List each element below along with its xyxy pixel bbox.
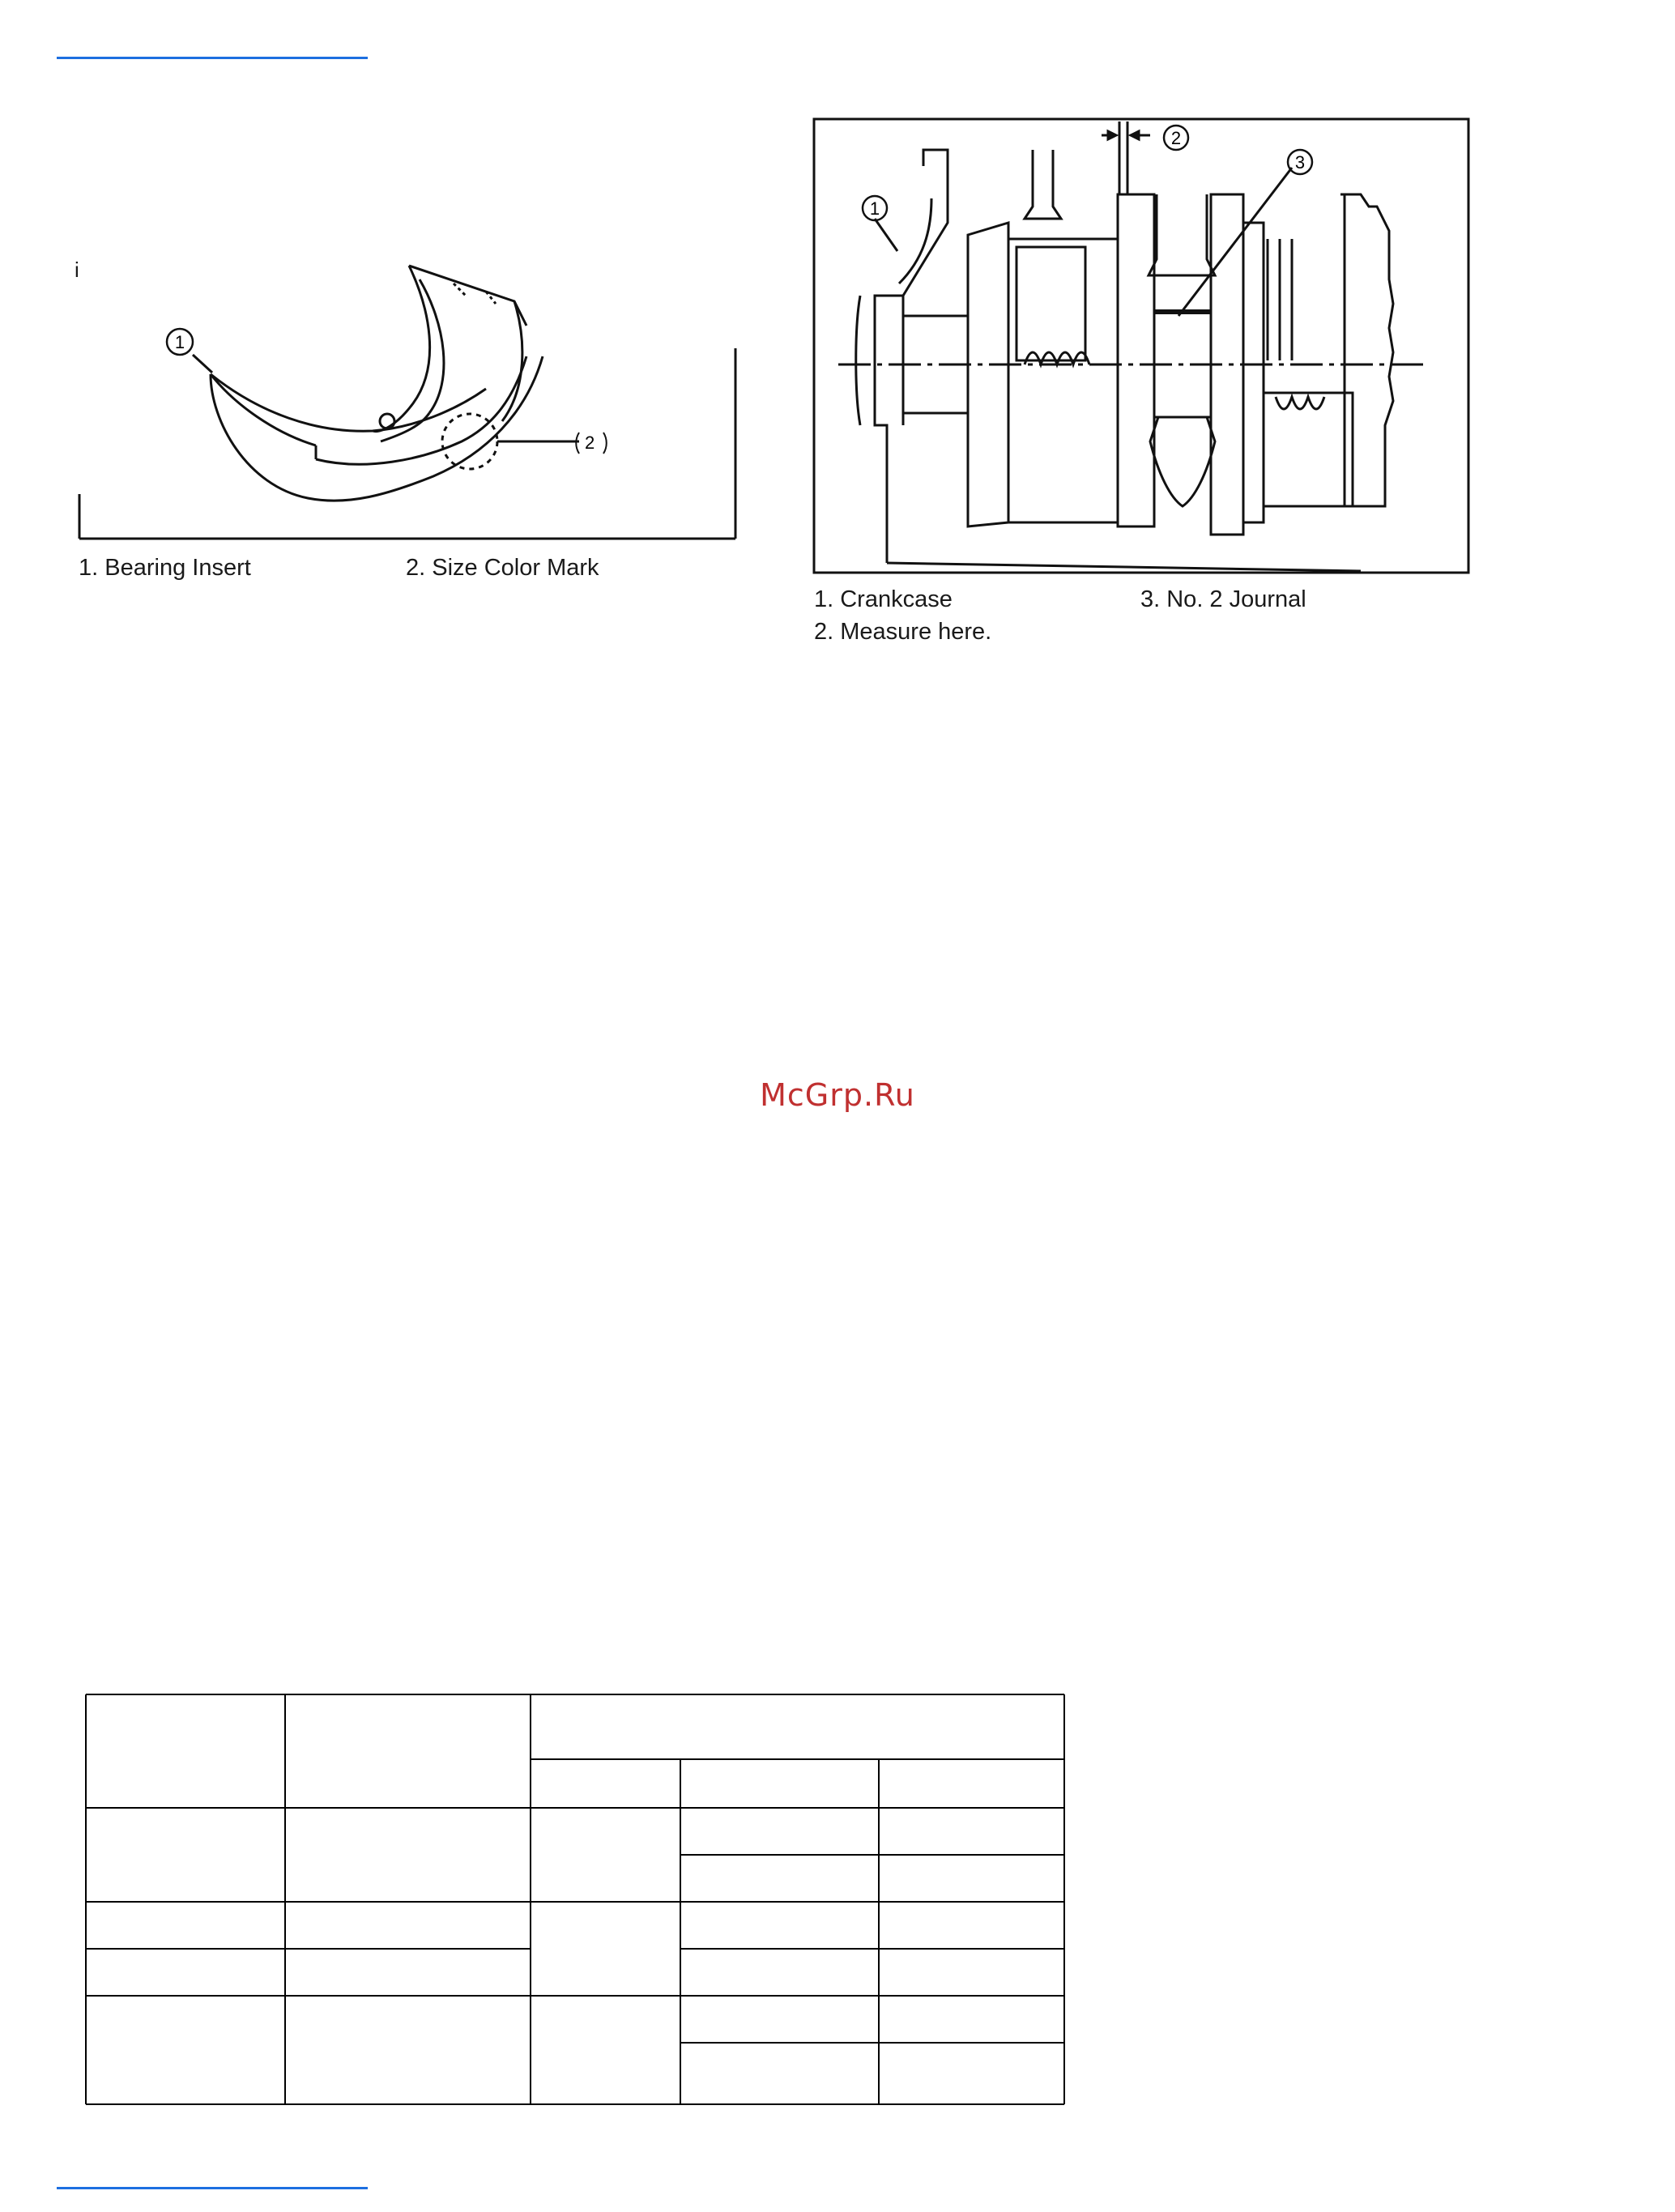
callout-crankcase-label: 1 (869, 198, 880, 219)
bottom-rule (57, 2187, 368, 2189)
crankshaft-figure (810, 117, 1482, 579)
caption-bearing-insert: 1. Bearing Insert (79, 555, 251, 581)
caption-size-color-mark: 2. Size Color Mark (406, 555, 599, 581)
caption-crankcase: 1. Crankcase (814, 586, 953, 612)
empty-table-grid (81, 1693, 1069, 2106)
bearing-insert-illustration (73, 259, 745, 551)
caption-no2-journal: 3. No. 2 Journal (1140, 586, 1306, 612)
callout-measure-label: 2 (1170, 128, 1182, 148)
watermark: McGrp.Ru (760, 1077, 915, 1113)
callout-journal-label: 3 (1294, 152, 1306, 173)
bearing-insert-figure (73, 259, 745, 551)
callout-2-label: 2 (585, 433, 595, 453)
caption-measure-here: 2. Measure here. (814, 619, 992, 645)
stray-mark: i (75, 258, 79, 282)
callout-1-label: 1 (174, 332, 185, 352)
crankshaft-illustration (810, 117, 1482, 579)
top-rule (57, 57, 368, 59)
